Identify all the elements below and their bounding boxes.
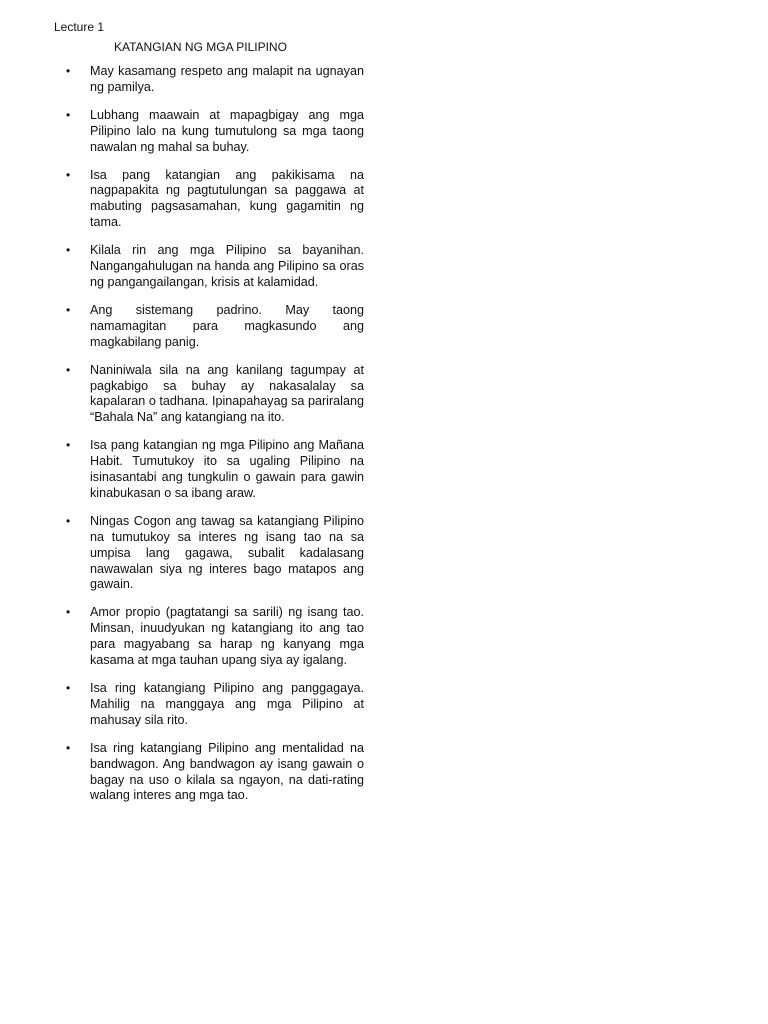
trait-text: Ningas Cogon ang tawag sa katangiang Pilipino na tumutukoy sa interes ng isang tao na sa umpisa lang gagawa, subalit kadalasang nawawalan siya ng interes bago matapos ang gawain. bbox=[90, 513, 364, 592]
bullet-icon: • bbox=[66, 64, 71, 78]
trait-item-11 bbox=[64, 741, 364, 805]
trait-text: Isa pang katangian ng mga Pilipino ang Mañana Habit. Tumutukoy ito sa ugaling Pilipino na isinasantabi ang tungkulin o gawain para gawin kinabukasan o sa ibang araw. bbox=[90, 438, 364, 500]
trait-text: Isa ring katangiang Pilipino ang mentalidad na bandwagon. Ang bandwagon ay isang gawain o bagay na uso o kilala sa ngayon, na dati-rating walang interes ang mga tao. bbox=[90, 740, 364, 803]
bullet-icon: • bbox=[66, 740, 71, 755]
lecture-label: Lecture 1 bbox=[54, 20, 105, 34]
trait-text: Kilala rin ang mga Pilipino sa bayanihan. Nangangahulugan na handa ang Pilipino sa oras ng pangangailangan, krisis at kalamidad. bbox=[90, 243, 364, 289]
trait-bullet-list bbox=[64, 64, 364, 816]
bullet-icon: • bbox=[66, 681, 71, 695]
document-title: KATANGIAN NG MGA PILIPINO bbox=[114, 40, 287, 54]
trait-text: Naniniwala sila na ang kanilang tagumpay at pagkabigo sa buhay ay nakasalalay sa kapalaran o tadhana. Ipinapahayag sa pariralang “Bahala Na” ang katangiang na ito. bbox=[90, 362, 364, 425]
trait-item-8 bbox=[64, 514, 364, 594]
bullet-icon: • bbox=[66, 605, 71, 620]
bullet-icon: • bbox=[66, 243, 71, 258]
trait-item-3 bbox=[64, 168, 364, 232]
trait-item-5 bbox=[64, 303, 364, 351]
trait-item-10 bbox=[64, 681, 364, 729]
trait-item-4 bbox=[64, 243, 364, 291]
trait-item-1 bbox=[64, 64, 364, 96]
bullet-icon: • bbox=[66, 438, 71, 453]
trait-text: Ang sistemang padrino. May taong namamagitan para magkasundo ang magkabilang panig. bbox=[90, 302, 364, 349]
trait-item-9 bbox=[64, 605, 364, 669]
trait-text: Amor propio (pagtatangi sa sarili) ng isang tao. Minsan, inuudyukan ng katangiang ito ang tao para magyabang sa harap ng kanyang mga kasama at mga tauhan upang siya ay igalang. bbox=[90, 605, 364, 668]
bullet-icon: • bbox=[66, 513, 71, 528]
trait-text: May kasamang respeto ang malapit na ugnayan ng pamilya. bbox=[90, 64, 364, 94]
trait-text: Lubhang maawain at mapagbigay ang mga Pilipino lalo na kung tumutulong sa mga taong nawalan ng mahal sa buhay. bbox=[90, 107, 364, 154]
trait-text: Isa ring katangiang Pilipino ang panggagaya. Mahilig na manggaya ang mga Pilipino at mahusay sila rito. bbox=[90, 681, 364, 727]
bullet-icon: • bbox=[66, 302, 71, 317]
bullet-icon: • bbox=[66, 107, 71, 122]
bullet-icon: • bbox=[66, 362, 71, 377]
trait-item-7 bbox=[64, 438, 364, 502]
trait-text: Isa pang katangian ang pakikisama na nagpapakita ng pagtutulungan sa paggawa at mabuting pagsasamahan, kung gagamitin ng tama. bbox=[90, 167, 364, 230]
trait-item-6 bbox=[64, 363, 364, 427]
trait-item-2 bbox=[64, 108, 364, 156]
bullet-icon: • bbox=[66, 167, 71, 182]
